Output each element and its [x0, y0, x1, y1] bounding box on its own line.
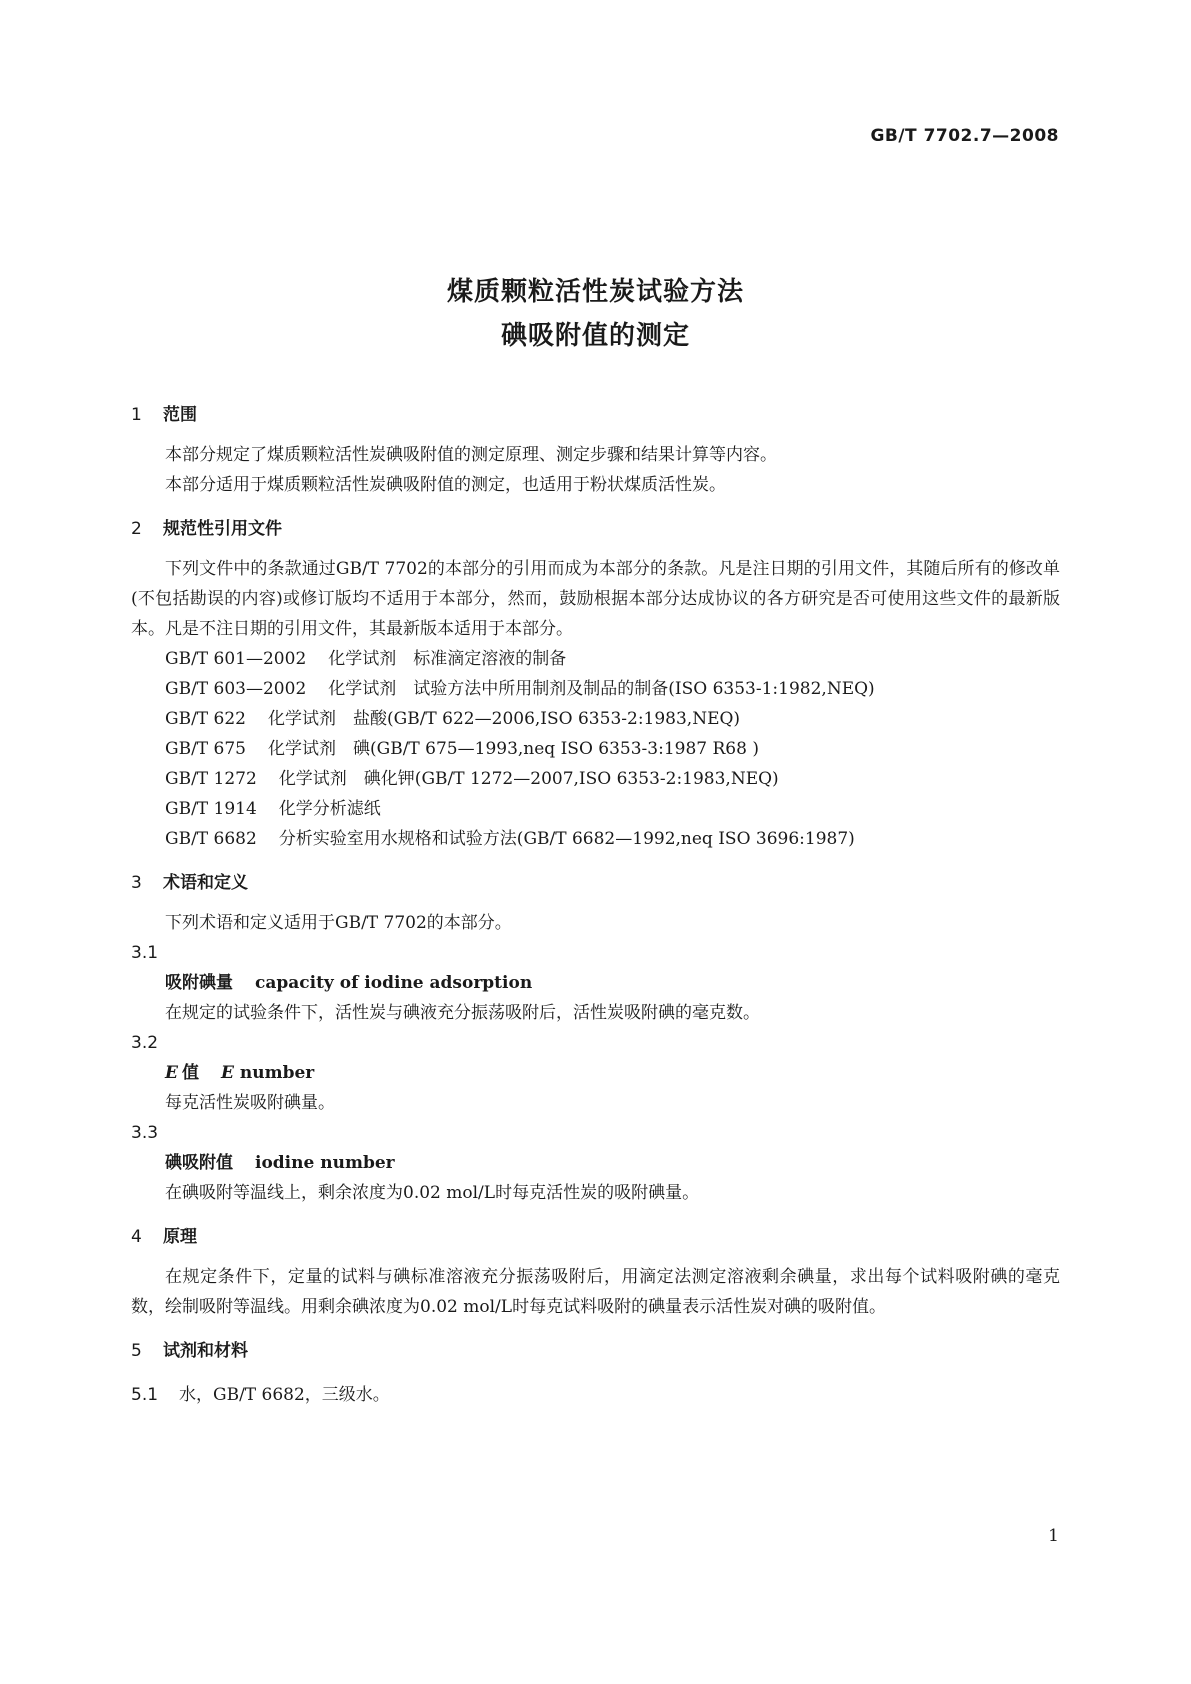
document-body	[131, 400, 1060, 1410]
term-en-text: number	[239, 1063, 315, 1083]
paragraph: 下列术语和定义适用于GB/T 7702的本部分。	[165, 913, 512, 933]
item-text: 水，GB/T 6682，三级水。	[179, 1385, 390, 1405]
title-line-2: 碘吸附值的测定	[500, 321, 690, 351]
reference-code: GB/T 675	[165, 739, 246, 759]
term-number: 3.2	[131, 1033, 159, 1053]
reference-code: GB/T 603—2002	[165, 679, 307, 699]
term-heading	[131, 1058, 1060, 1088]
title-line-1: 煤质颗粒活性炭试验方法	[446, 277, 744, 307]
reference-title: 化学试剂 碘化钾(GB/T 1272—2007,ISO 6353-2:1983,NEQ)	[278, 769, 779, 789]
reference-item	[131, 704, 1060, 734]
section-number: 4	[131, 1227, 142, 1247]
term-heading	[131, 968, 1060, 998]
section-number: 3	[131, 873, 142, 893]
reference-item	[131, 764, 1060, 794]
section-number: 5	[131, 1341, 142, 1361]
paragraph: 本部分规定了煤质颗粒活性炭碘吸附值的测定原理、测定步骤和结果计算等内容。	[165, 445, 777, 465]
term-zh: 吸附碘量	[165, 973, 233, 993]
reference-item	[131, 644, 1060, 674]
section-number: 1	[131, 405, 142, 425]
term-zh: 值	[181, 1063, 199, 1083]
term-number: 3.1	[131, 943, 159, 963]
section-4-heading	[131, 1222, 1060, 1252]
reference-item	[131, 794, 1060, 824]
section-title: 试剂和材料	[163, 1341, 248, 1361]
term-symbol: E	[165, 1063, 178, 1083]
section-1-heading	[131, 400, 1060, 430]
term-en: iodine number	[255, 1153, 395, 1173]
section-title: 术语和定义	[163, 873, 248, 893]
standard-code: GB/T 7702.7—2008	[870, 126, 1059, 146]
reference-title: 化学分析滤纸	[278, 799, 381, 819]
term-zh: 碘吸附值	[165, 1153, 233, 1173]
reference-item	[131, 734, 1060, 764]
paragraph: 下列文件中的条款通过GB/T 7702的本部分的引用而成为本部分的条款。凡是注日期的引用文件，其随后所有的修改单(不包括勘误的内容)或修订版均不适用于本部分，然而，鼓励根据本部分达成协议的各方研究是否可使用这些文件的最新版本。凡是不注日期的引用文件，其最新版本适用于本部分。	[131, 559, 1060, 639]
reference-title: 化学试剂 标准滴定溶液的制备	[328, 649, 567, 669]
reference-code: GB/T 601—2002	[165, 649, 307, 669]
reference-code: GB/T 622	[165, 709, 246, 729]
reference-code: GB/T 6682	[165, 829, 257, 849]
term-definition: 每克活性炭吸附碘量。	[165, 1093, 335, 1113]
term-heading	[131, 1148, 1060, 1178]
list-item	[131, 1380, 1060, 1410]
term-en-symbol: E	[220, 1063, 234, 1083]
reference-code: GB/T 1272	[165, 769, 257, 789]
reference-title: 化学试剂 碘(GB/T 675—1993,neq ISO 6353-3:1987 R68 )	[268, 739, 759, 759]
page-number: 1	[1048, 1526, 1059, 1546]
term-en	[221, 1063, 314, 1083]
term-en: capacity of iodine adsorption	[255, 973, 533, 993]
section-5-heading	[131, 1336, 1060, 1366]
paragraph: 在规定条件下，定量的试料与碘标准溶液充分振荡吸附后，用滴定法测定溶液剩余碘量，求出每个试料吸附碘的毫克数，绘制吸附等温线。用剩余碘浓度为0.02 mol/L时每克试料吸附的碘量表示活性炭对碘的吸附值。	[131, 1267, 1060, 1317]
section-2-heading	[131, 514, 1060, 544]
reference-code: GB/T 1914	[165, 799, 257, 819]
paragraph: 本部分适用于煤质颗粒活性炭碘吸附值的测定，也适用于粉状煤质活性炭。	[165, 475, 726, 495]
section-title: 范围	[163, 405, 197, 425]
reference-title: 化学试剂 试验方法中所用制剂及制品的制备(ISO 6353-1:1982,NEQ)	[328, 679, 875, 699]
document-title	[0, 270, 1191, 358]
term-number: 3.3	[131, 1123, 159, 1143]
reference-title: 分析实验室用水规格和试验方法(GB/T 6682—1992,neq ISO 3696:1987)	[278, 829, 855, 849]
section-title: 原理	[163, 1227, 197, 1247]
term-definition: 在规定的试验条件下，活性炭与碘液充分振荡吸附后，活性炭吸附碘的毫克数。	[165, 1003, 760, 1023]
reference-item	[131, 824, 1060, 854]
reference-item	[131, 674, 1060, 704]
section-title: 规范性引用文件	[163, 519, 282, 539]
term-definition: 在碘吸附等温线上，剩余浓度为0.02 mol/L时每克活性炭的吸附碘量。	[165, 1183, 700, 1203]
item-number: 5.1	[131, 1385, 159, 1405]
reference-title: 化学试剂 盐酸(GB/T 622—2006,ISO 6353-2:1983,NEQ)	[268, 709, 741, 729]
section-3-heading	[131, 868, 1060, 898]
section-number: 2	[131, 519, 142, 539]
